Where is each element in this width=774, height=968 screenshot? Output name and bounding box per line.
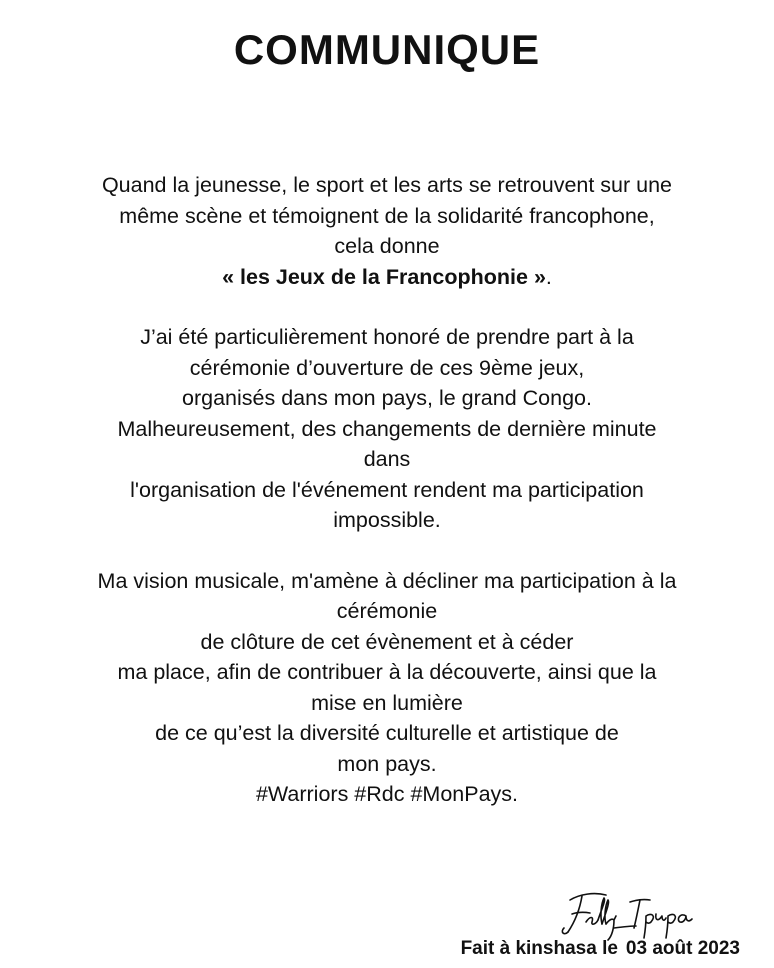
event-name: « les Jeux de la Francophonie » (222, 264, 546, 289)
body-line: même scène et témoignent de la solidarité francophone, (119, 203, 655, 228)
body-line: mise en lumière (311, 690, 463, 715)
event-name-period: . (545, 264, 552, 289)
body-line: cérémonie (336, 599, 438, 623)
body-line: organisés dans mon pays, le grand Congo. (182, 386, 592, 410)
place-label: Fait à kinshasa le (460, 938, 618, 959)
body-line: cérémonie d’ouverture de ces 9ème jeux, (189, 355, 585, 380)
body-line-emphasis (10, 262, 764, 293)
body-line: Malheureusement, des changements de dernière minute (117, 416, 657, 441)
body-line: Ma vision musicale, m'amène à décliner ma participation à la (97, 568, 677, 593)
handwritten-signature (556, 886, 706, 942)
body-line: l'organisation de l'événement rendent ma participation (130, 477, 644, 502)
paragraph-gap (10, 292, 764, 322)
place-date-line (461, 938, 740, 960)
body-line: ma place, afin de contribuer à la découverte, ainsi que la (117, 660, 657, 684)
hashtags: #Warriors #Rdc #MonPays. (255, 782, 519, 806)
body-line: impossible. (333, 508, 441, 532)
body-line: J’ai été particulièrement honoré de prendre part à la (140, 325, 634, 349)
body-line: cela donne (334, 234, 440, 258)
document-date: 03 août 2023 (625, 938, 740, 959)
body-line: dans (363, 447, 411, 471)
body-line: mon pays. (337, 751, 437, 776)
body-line: Quand la jeunesse, le sport et les arts se retrouvent sur une (101, 173, 673, 197)
communique-title: COMMUNIQUE (233, 26, 541, 73)
body-line: de clôture de cet évènement et à céder (200, 629, 574, 654)
communique-body (10, 170, 764, 810)
paragraph-gap (10, 536, 764, 566)
body-line: de ce qu’est la diversité culturelle et artistique de (155, 721, 619, 745)
